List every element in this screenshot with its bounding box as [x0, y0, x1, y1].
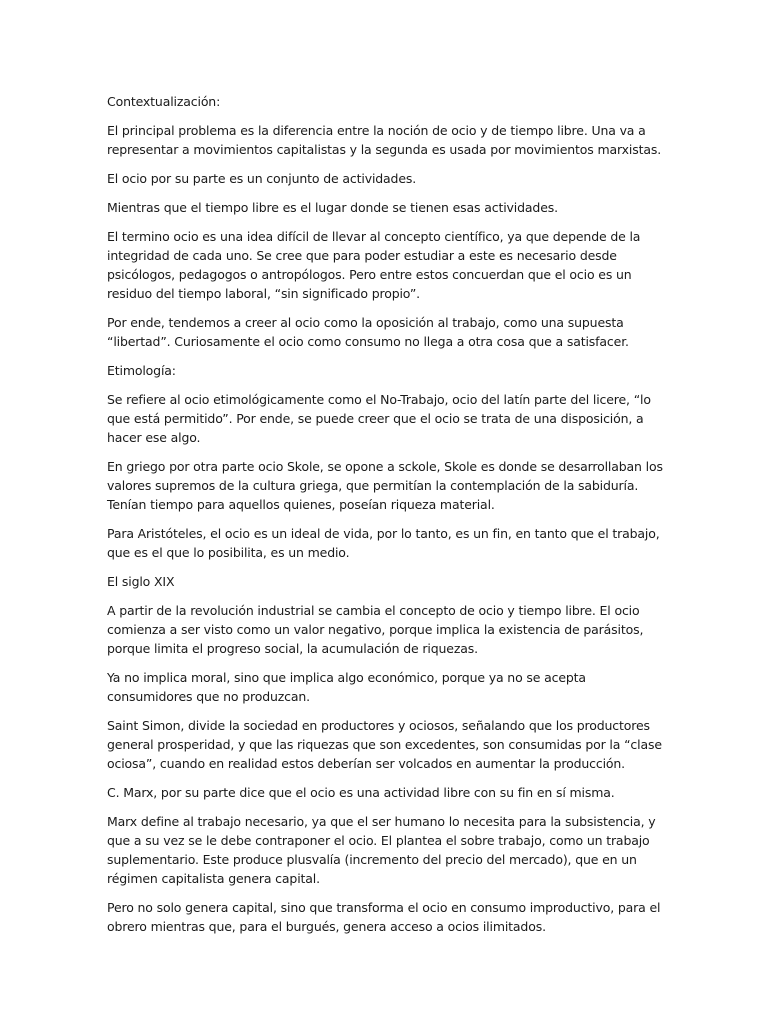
paragraph: Ya no implica moral, sino que implica algo económico, porque ya no se acepta consumidores que no produzcan.: [107, 670, 586, 704]
paragraph: A partir de la revolución industrial se cambia el concepto de ocio y tiempo libre. El ocio comienza a ser visto como un valor negativo, porque implica la existencia de parásitos, porque limita el progreso social, la acumulación de riquezas.: [107, 603, 644, 656]
paragraph: El termino ocio es una idea difícil de llevar al concepto científico, ya que depende de la integridad de cada uno. Se cree que para poder estudiar a este es necesario desde psicólogos, pedagogos o antropólogos. Pero entre estos concuerdan que el ocio es un residuo del tiempo laboral, “sin significado propio”.: [107, 229, 641, 301]
heading-siglo-xix: El siglo XIX: [107, 574, 175, 589]
paragraph: Pero no solo genera capital, sino que transforma el ocio en consumo improductivo, para el obrero mientras que, para el burgués, genera acceso a ocios ilimitados.: [107, 900, 661, 934]
document-body: [107, 92, 663, 946]
heading-etimologia: Etimología:: [107, 363, 176, 378]
paragraph: El principal problema es la diferencia entre la noción de ocio y de tiempo libre. Una va a representar a movimientos capitalistas y la segunda es usada por movimientos marxistas.: [107, 123, 662, 157]
paragraph: Se refiere al ocio etimológicamente como el No-Trabajo, ocio del latín parte del licere, “lo que está permitido”. Por ende, se puede creer que el ocio se trata de una disposición, a hacer ese algo.: [107, 392, 651, 445]
paragraph: Saint Simon, divide la sociedad en productores y ociosos, señalando que los productores general prosperidad, y que las riquezas que son excedentes, son consumidas por la “clase ociosa”, cuando en realidad estos deberían ser volcados en aumentar la producción.: [107, 718, 662, 771]
paragraph: Mientras que el tiempo libre es el lugar donde se tienen esas actividades.: [107, 200, 558, 215]
heading-contextualizacion: Contextualización:: [107, 94, 221, 109]
paragraph: Para Aristóteles, el ocio es un ideal de vida, por lo tanto, es un fin, en tanto que el trabajo, que es el que lo posibilita, es un medio.: [107, 526, 660, 560]
paragraph: El ocio por su parte es un conjunto de actividades.: [107, 171, 417, 186]
paragraph: Marx define al trabajo necesario, ya que el ser humano lo necesita para la subsistencia, y que a su vez se le debe contraponer el ocio. El plantea el sobre trabajo, como un trabajo suplementario. Este produce plusvalía (incremento del precio del mercado), que en un régimen capitalista genera capital.: [107, 814, 656, 886]
paragraph: Por ende, tendemos a creer al ocio como la oposición al trabajo, como una supuesta “libertad”. Curiosamente el ocio como consumo no llega a otra cosa que a satisfacer.: [107, 315, 629, 349]
paragraph: C. Marx, por su parte dice que el ocio es una actividad libre con su fin en sí misma.: [107, 785, 615, 800]
paragraph: En griego por otra parte ocio Skole, se opone a sckole, Skole es donde se desarrollaban los valores supremos de la cultura griega, que permitían la contemplación de la sabiduría. Tenían tiempo para aquellos quienes, poseían riqueza material.: [107, 459, 663, 512]
